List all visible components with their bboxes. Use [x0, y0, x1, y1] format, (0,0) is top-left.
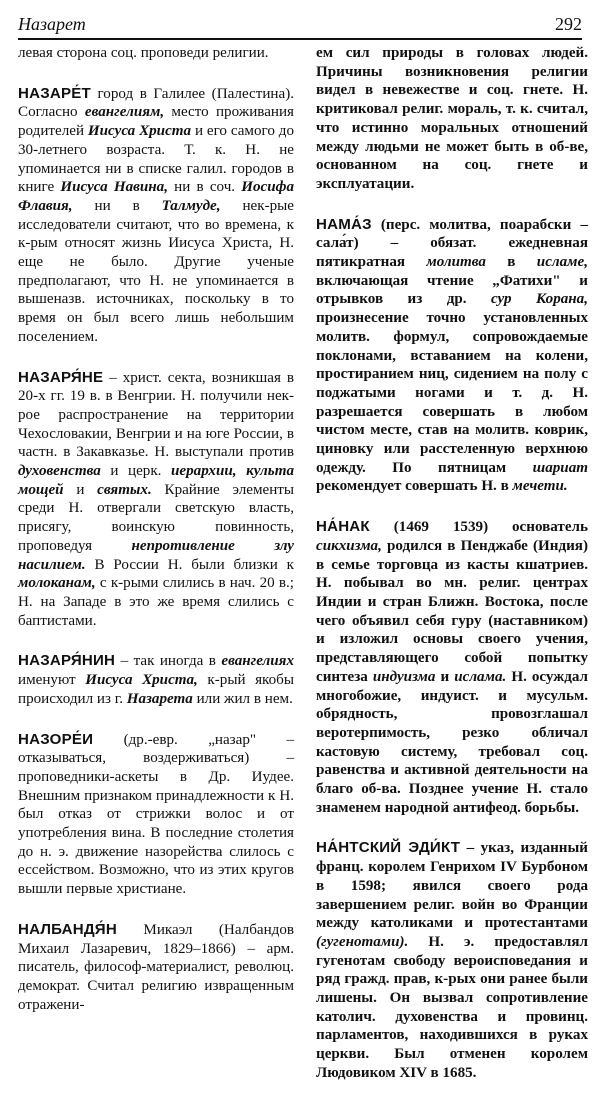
entry-text: Крайние элементы среди Н. отвергали светскую власть, присягу, воинскую повинность, проповедуя: [18, 481, 295, 554]
cross-reference: евангелиях: [221, 653, 294, 670]
cross-reference: духовенства: [18, 463, 101, 480]
cross-reference: Иисуса Христа: [87, 123, 192, 140]
entry-text: и его самого до 30-летнего возраста. Т. к. Н. не упоминается ни в списке галил. городов в книге: [18, 123, 294, 196]
entry-nazaryane: [18, 369, 294, 631]
cross-reference: евангелиям,: [84, 104, 165, 121]
entry-text: именуют: [18, 672, 86, 689]
cross-reference: индуизма: [372, 668, 436, 685]
entry-nalbandyan: [18, 921, 294, 1015]
entry-text: – так иногда в: [115, 653, 222, 670]
headword: НАЗАРЕ́Т: [18, 84, 91, 102]
entry-text: нек-рые исследователи считают, что во времена, к к-рым относят жизнь Иисуса Христа, Н. еще не было. Другие ученые предполагают, что Н. не упоминается в вышеназв. источниках, поскольку в то время он был всего лишь небольшим поселением.: [18, 197, 294, 345]
entry-nanak: [316, 518, 588, 817]
entry-text: ни в: [72, 197, 162, 214]
cross-reference: Иисуса Навина,: [60, 179, 168, 196]
left-column: [18, 44, 294, 1036]
entry-text: (др.-евр. „назар" – отказываться, воздерживаться) – проповедники-аскеты в Др. Иудее. Внешним признаком принадлежности к Н. был отказ от стрижки волос и от употребления вина. В последние столетия до н. э. движение назорейства слилось с ессейством. Возможно, что из этих кругов вышли первые христиане.: [18, 731, 294, 898]
cross-reference: непротивление злу насилием.: [18, 537, 294, 573]
entry-text: Н. э. предоставлял гугенотам свободу вероисповедания и ряд гражд. прав, к-рых они ранее были лишены. Он вызвал сопротивление католич. духовенства и провинц. парламентов, находившихся в руках церкви. Был отменен королем Людовиком XIV в 1685.: [316, 933, 588, 1081]
cross-reference: сикхизма,: [316, 537, 382, 554]
cross-reference: молитва: [426, 254, 486, 271]
page-number: 292: [555, 14, 582, 34]
headword: НАЗАРЯ́НЕ: [18, 368, 104, 386]
entry-text: (1469 1539) основатель: [369, 519, 588, 536]
entry-text: (перс. молитва, поарабски – сала́т) – обязат. ежедневная пятикратная: [316, 216, 588, 271]
cross-reference: ислама.: [454, 668, 507, 685]
entry-nazorei: [18, 731, 294, 899]
running-head: Назарет: [18, 14, 86, 34]
entry-text: произнесение точно установленных молитв. формул, сопровождаемые поклонами, вставанием на колени, простиранием ниц, сидением на полу с поджатыми ногами и т. д. Н. разрешается совершать в любом чистом месте, став на молитв. коврик, циновку или расстеленную верхнюю одежду. По пятницам: [316, 310, 588, 476]
entry-nazaret: [18, 85, 294, 347]
cross-reference: шариат: [532, 459, 588, 476]
entry-text: к-рый якобы происходил из г.: [18, 672, 294, 707]
entry-text: и: [435, 668, 455, 685]
cross-reference: (гугенотами).: [316, 933, 409, 950]
entry-text: Микаэл (Налбандов Михаил Лазаревич, 1829–1866) – арм. писатель, философ-материалист, революц. демократ. Считал религию извращенным отражени-: [18, 921, 294, 1013]
entry-text: В России Н. были близки к: [85, 556, 294, 573]
cross-reference: Талмуде,: [161, 197, 221, 214]
entry-text: родился в Пенджабе (Индия) в семье торговца из касты кшатриев. Н. побывал во мн. религ. центрах Индии и стран Ближн. Востока, после чего объявил себя гуру (наставником) и изложил основы своего учения, представляющего собой попытку синтеза: [316, 537, 588, 685]
continuation-text: левая сторона соц. проповеди религии.: [18, 45, 269, 61]
entry-namaz: [316, 216, 588, 497]
cross-reference: сур Корана,: [490, 291, 589, 308]
right-column: [316, 44, 588, 1105]
running-header: [18, 12, 582, 38]
entry-edict-of-nantes: [316, 839, 588, 1082]
cross-reference: молоканам,: [18, 575, 96, 592]
entry-text: включающая чтение „Фатихи" и отрывков из др.: [316, 272, 588, 308]
headword: НА́НТСКИЙ ЭДИ́КТ: [316, 839, 461, 857]
cross-reference: Иосифа Флавия,: [18, 179, 294, 214]
entry-text: ни в соч.: [167, 179, 242, 196]
entry-text: и: [63, 481, 98, 498]
cross-reference: Назарета: [126, 690, 193, 707]
headword: НАЗАРЯ́НИН: [18, 652, 116, 670]
cross-reference: святых.: [97, 481, 152, 498]
entry-text: – указ, изданный франц. королем Генрихом IV Бурбоном в 1598; явился своего рода завершением религ. войн во Франции между католиками и протестантами: [316, 840, 588, 932]
entry-text: в: [485, 254, 537, 271]
headword: НАЛБАНДЯ́Н: [18, 920, 117, 938]
entry-text: или жил в нем.: [192, 690, 293, 707]
cross-reference: исламе,: [536, 254, 588, 271]
entry-text: рекомендует совершать Н. в: [316, 478, 513, 495]
cross-reference: иерархии, культа мощей: [18, 463, 294, 498]
headword: НАЗОРЕ́И: [18, 730, 94, 748]
entry-text: город в Галилее (Палестина). Согласно: [18, 85, 294, 121]
entry-text: и церк.: [100, 463, 171, 480]
entry-continuation-right: [316, 44, 588, 194]
header-rule: [18, 38, 582, 40]
entry-text: место проживания родителей: [18, 104, 295, 140]
cross-reference: мечети.: [512, 478, 568, 495]
entry-text: Н. осуждал многобожие, индуист. и мусульм. обрядность, провозглашал веротерпимость, резко обличал кастовую систему, требовал соц. равенства и активной деятельности на благо об-ва. Позднее учение Н. стало знаменем народной антифеод. борьбы.: [316, 668, 589, 816]
cross-reference: Иисуса Христа,: [85, 672, 198, 689]
headword: НАМА́З: [316, 215, 372, 233]
entry-text: – христ. секта, возникшая в 20-х гг. 19 в. в Венгрии. Н. получили нек-рое распространение на территории Чехословакии, Венгрии и на юге России, в частн. в Закавказье. Н. выступали против: [18, 369, 294, 461]
entry-nazaryanin: [18, 652, 294, 708]
headword: НА́НАК: [316, 518, 370, 536]
entry-continuation-left: [18, 44, 294, 63]
continuation-text: ем сил природы в головах людей. Причины возникновения религии видел в невежестве и соц. гнете. Н. критиковал религ. мораль, т. к. считал, что истинно моральных отношений между людьми не может быть в об-ве, основанном на соц. гнете и эксплуатации.: [316, 45, 588, 192]
entry-text: с к-рыми слились в нач. 20 в.; Н. на Западе в это же время слились с баптистами.: [18, 575, 294, 629]
